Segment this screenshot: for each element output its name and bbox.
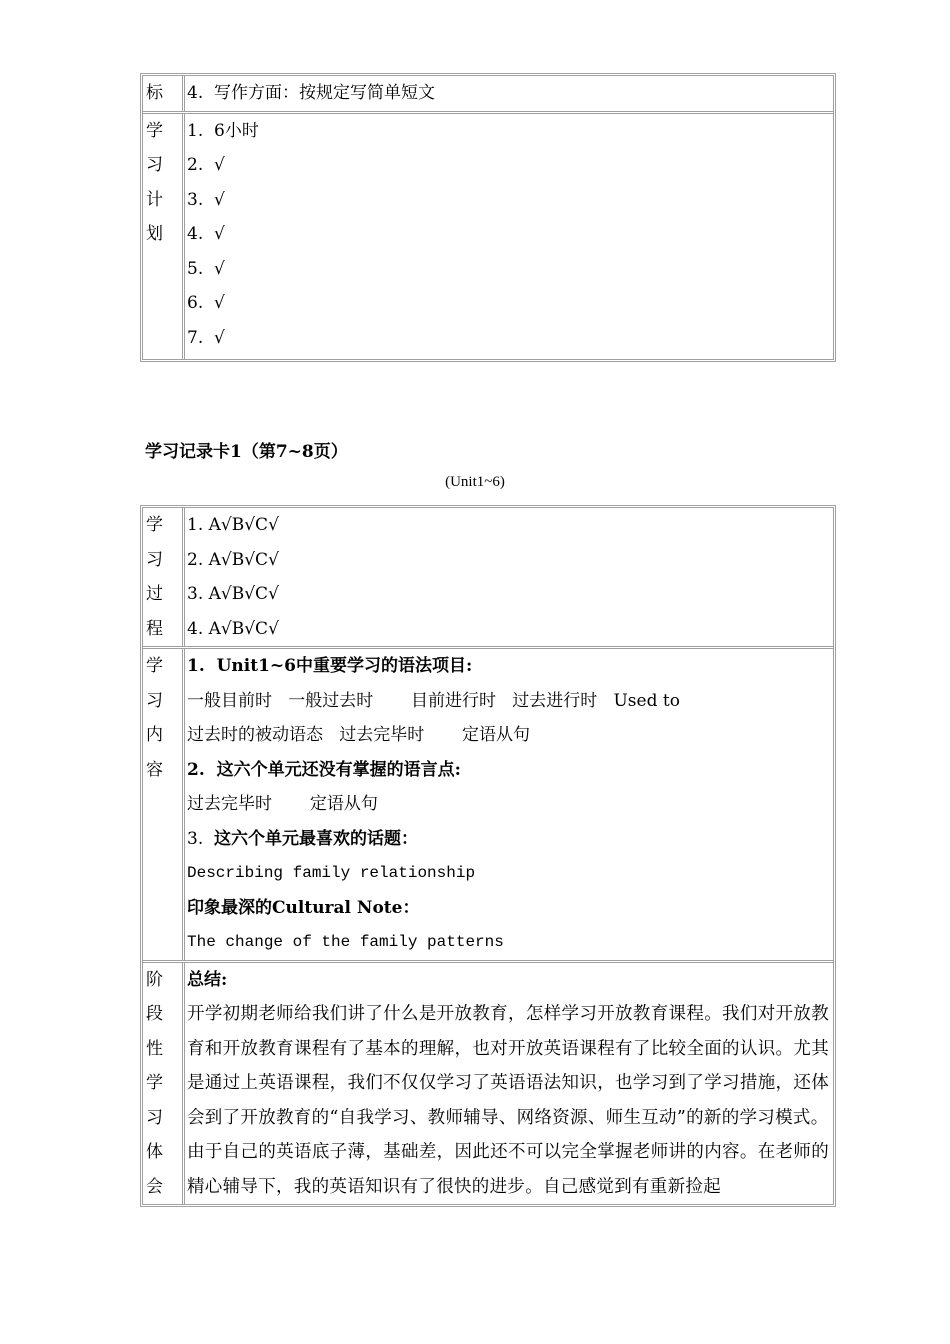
plan-label-char: 习 bbox=[146, 155, 163, 175]
plan-line: 4. √ bbox=[187, 224, 225, 244]
process-label-char: 学 bbox=[146, 515, 163, 535]
reflection-label-char: 会 bbox=[146, 1176, 163, 1197]
plan-content bbox=[185, 114, 833, 360]
plan-line: 5. √ bbox=[187, 258, 225, 279]
reflection-label bbox=[143, 963, 185, 1205]
reflection-label-char: 体 bbox=[146, 1142, 163, 1162]
plan-line: 7. √ bbox=[187, 327, 225, 348]
unmastered-question: 2. 这六个单元还没有掌握的语言点: bbox=[187, 759, 461, 780]
summary-paragraph-2: 由于自己的英语底子薄，基础差，因此还不可以完全掌握老师讲的内容。在老师的精心辅导下，我的英语知识有了很快的进步。自己感觉到有重新捡起 bbox=[187, 1142, 829, 1197]
reflection-label-char: 性 bbox=[146, 1038, 163, 1059]
plan-line: 2. √ bbox=[187, 155, 225, 175]
plan-label-char: 学 bbox=[146, 120, 163, 141]
content-label-char: 学 bbox=[146, 656, 163, 676]
grammar-items-2: 过去时的被动语态 过去完毕时 定语从句 bbox=[187, 725, 531, 745]
plan-line: 6. √ bbox=[187, 293, 225, 313]
process-label-char: 习 bbox=[146, 549, 163, 570]
summary-paragraph-1: 开学初期老师给我们讲了什么是开放教育，怎样学习开放教育课程。我们对开放教育和开放教育课程有了基本的理解，也对开放英语课程有了比较全面的认识。尤其是通过上英语课程，我们不仅仅学习了英语语法知识，也学习到了学习措施，还体会到了开放教育的“自我学习、教师辅导、网络资源、师生互动”的新的学习模式。 bbox=[187, 1004, 829, 1128]
culture-note-question: 印象最深的Cultural Note： bbox=[187, 897, 420, 918]
content-label bbox=[143, 649, 185, 960]
reflection-row bbox=[143, 960, 833, 1205]
grammar-items-1: 一般目前时 一般过去时 目前进行时 过去进行时 Used to bbox=[187, 690, 680, 711]
plan-line: 1. 6小时 bbox=[187, 120, 259, 141]
reflection-content bbox=[185, 963, 833, 1205]
plan-label-char: 计 bbox=[146, 189, 163, 210]
card-subtitle: (Unit1~6) bbox=[445, 474, 505, 490]
process-row bbox=[143, 508, 833, 646]
plan-row bbox=[143, 111, 833, 360]
plan-line: 3. √ bbox=[187, 189, 225, 210]
process-label-char: 过 bbox=[146, 584, 163, 604]
unmastered-items: 过去完毕时 定语从句 bbox=[187, 794, 378, 814]
reflection-label-char: 阶 bbox=[146, 969, 163, 990]
topic-question-number: 3. bbox=[187, 828, 215, 849]
goal-label bbox=[143, 76, 185, 111]
process-line: 2. A√B√C√ bbox=[187, 549, 279, 570]
process-line: 4. A√B√C√ bbox=[187, 618, 279, 639]
process-line: 1. A√B√C√ bbox=[187, 515, 279, 535]
plan-label bbox=[143, 114, 185, 360]
process-label-char: 程 bbox=[146, 618, 163, 639]
grammar-question: 1. Unit1~6中重要学习的语法项目: bbox=[187, 656, 473, 676]
content-label-char: 内 bbox=[146, 725, 163, 745]
reflection-label-char: 学 bbox=[146, 1073, 163, 1093]
goal-content bbox=[185, 76, 833, 111]
culture-note-answer: The change of the family patterns bbox=[187, 933, 504, 951]
record-table bbox=[140, 505, 836, 1207]
plan-label-char: 划 bbox=[146, 224, 163, 244]
content-label-char: 习 bbox=[146, 690, 163, 711]
goal-label-char: 标 bbox=[146, 83, 163, 103]
plan-table bbox=[140, 73, 836, 362]
process-content bbox=[185, 508, 833, 646]
favorite-topic: Describing family relationship bbox=[187, 864, 476, 882]
process-line: 3. A√B√C√ bbox=[187, 584, 279, 604]
content-label-char: 容 bbox=[146, 759, 163, 780]
reflection-label-char: 段 bbox=[146, 1004, 163, 1024]
goal-row bbox=[143, 76, 833, 111]
reflection-label-char: 习 bbox=[146, 1107, 163, 1128]
content-content bbox=[185, 649, 833, 960]
topic-question-line bbox=[187, 822, 829, 857]
topic-question: 这六个单元最喜欢的话题： bbox=[214, 828, 419, 849]
summary-heading: 总结: bbox=[187, 969, 228, 990]
process-label bbox=[143, 508, 185, 646]
card-title: 学习记录卡1（第7~8页） bbox=[145, 442, 348, 462]
goal-line: 4. 写作方面：按规定写简单短文 bbox=[187, 83, 436, 103]
content-row bbox=[143, 646, 833, 960]
